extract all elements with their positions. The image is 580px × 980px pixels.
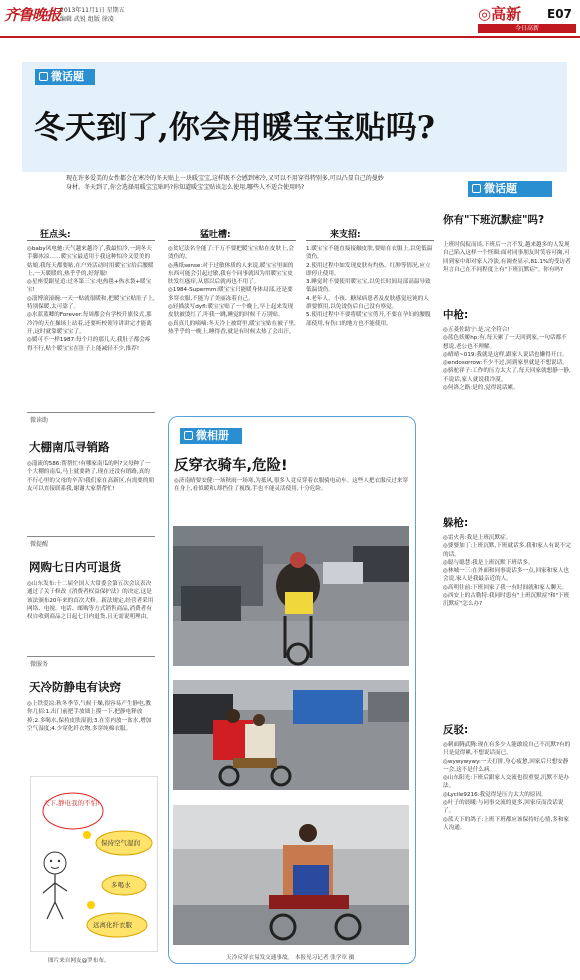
topic-tag: [35, 69, 95, 85]
side-tag: [468, 181, 552, 197]
photo-title: 反穿衣骑车,危险!: [174, 458, 288, 474]
fanbo-text: ◎刺面腾武腾:现在有多少人能敢说自己不沉默?有的只是觉得累,不想说话而已。 ◎wywywywy:一天打拼,身心疲惫,回家后只想安静一会,这不是什么病。 ◎山东阳光:下班后跟家人交流也很重要,沉默不是办法。 ◎Lycile9216:我觉得是压力太大的原因。 ◎叶子的晨曦:与同事交流的更多,回家反而没话说了。 ◎蓝天下的鸽子:上班下班都应该保持好心情,多和家人沟通。: [443, 742, 571, 831]
cartoon-bubble-3: 多喝水: [111, 881, 131, 889]
col1-head: 狂点头:: [40, 230, 71, 240]
news3-title: 天冷防静电有诀窍: [29, 680, 121, 694]
cartoon-image: [30, 776, 158, 952]
col1-text: ◎baby风电驰:天气越来越冷了,我最怕冷,一到冬天手脚冰凉……暖宝宝最适用于我这种怕冷又爱美的姑娘,我每天都要贴,在户外活动时用暖宝宝给后腰暖上,一天暖暖的,热乎乎的,好舒服! ◎星座爱跟星追:过冬第三宝:电热毯+热水袋+暖宝宝! ◎淄博滚滚碗:一天一贴就很暖和,把暖宝宝贴肚子上,特别保暖,太可靠了。 ◎水蓝蓝卿的Forever:每周都会有学校升旗仪式,那冷冷的天在操场上站着,还要听校领导讲讲完才能离开,这时就靠暖宝宝了。 ◎媛可不一样1987:每个月的那几天,我肚子都会疼得不行,贴个暖宝宝在肚子上能减轻不少,推荐!: [27, 246, 155, 352]
duoqiang-text: ◎雷火善:我是上班沉默症。 ◎婆婆加丁:上班沉默,下班就话多,我和家人有说不完的话。 ◎聪与聪慧:我是上班沉默下班话多。 ◎林城一三:在外面和同事说话多一点,回家和家人也会说,家人是我最亲近的人。 ◎高明往前:下班回家了我一有时间就和家人聊天。 ◎西安上的古勒特:我同时患有"上班沉默症"和"下班沉默症"怎么办?: [443, 535, 571, 608]
headline: 冬天到了,你会用暖宝宝贴吗?: [34, 110, 435, 146]
col2-rule: [168, 240, 296, 241]
side-intro: 上班时侃侃而谈,下班后一言不发,越来越多的人发现自己陷入这样一个怪圈:面对同事朋友时笑容可掬,可回到家中却对家人冷淡,有调查显示,81.1%的受访者坦言自己在不同程度上有"下班沉默症"。你有吗?: [443, 242, 571, 273]
chat-icon: [39, 72, 48, 81]
news2-title: 网购七日内可退货: [29, 560, 121, 574]
issue-date: 2013年11月1日 星期五: [60, 7, 125, 14]
news2-label: 微提醒: [30, 541, 49, 548]
news2-rule: [27, 536, 155, 537]
header-rule: [0, 36, 580, 38]
intro-text: 现在许多爱美的女性都会在寒冷的冬天贴上一块暖宝宝,这样既不会感到寒冷,又可以不用穿得特别多,可以凸显自己的曼妙身材。冬天到了,你会选择用暖宝宝贴吗?你知道暖宝宝贴该怎么使用,哪些人不适合使用吗?: [66, 175, 384, 191]
newspaper-logo: 齐鲁晚报: [4, 6, 61, 24]
news2-text: ◎山东发布:十二届全国人大常委会第五次会议表决通过了关于修改《消费者权益保护法》的决定,这是该法颁布20年来的首次大修。新法规定,经营者采用网络、电视、电话、邮购等方式销售商品,消费者有权自收到商品之日起七日内退货,且无需说明理由。: [27, 581, 154, 621]
col3-text: 1.暖宝宝不能直接接触皮肤,要贴在衣服上,以免低温烫伤。 2.使用过程中如发现皮肤有灼热、红肿等情况,应立即停止使用。 3.睡觉时不要使用暖宝宝,以免长时间局部高温导致低温烫伤。 4.老年人、小孩、糖尿病患者及皮肤感觉迟钝的人群要慎用,以免烫伤后自己没有察觉。 5.使用过程中不要将暖宝宝剪开,不要在孕妇的腰腹部使用,有伤口的地方也不能使用。: [306, 246, 433, 327]
cartoon-bubble-4: 远离化纤衣服: [93, 921, 132, 929]
editor-line: 编辑 武锐 组版 徐凌: [60, 16, 114, 23]
section-bar: 今日高新: [478, 24, 576, 33]
section-name: ◎高新: [478, 5, 522, 23]
duoqiang-head: 躲枪:: [443, 517, 469, 529]
side-title: 你有"下班沉默症"吗?: [443, 214, 545, 226]
camera-icon: [184, 431, 193, 440]
news1-title: 大棚南瓜寻销路: [29, 440, 110, 454]
side-tag-label: 微话题: [484, 182, 517, 195]
col2-head: 猛吐槽:: [200, 230, 231, 240]
topic-tag-label: 微话题: [51, 70, 84, 83]
photo-1: [173, 526, 409, 666]
photo-caption: 天冷反穿衣易发交通事故。 本报见习记者 张学章 摄: [226, 955, 355, 961]
photo-tag: [180, 428, 242, 444]
photo-tag-label: 微相册: [196, 429, 229, 442]
cartoon-caption: 图片来自网友@罗布布。: [48, 958, 110, 964]
news1-text: ◎淄流的586:帮帮忙!有哪家南瓜的吗?父母种了一个大棚的南瓜,马上就要熟了,现在还没有销路,真的不行心里的父母的辛苦!我们家在高新区,有需要的朋友可以直接联系我,谢谢大家帮帮忙!: [27, 461, 155, 492]
photo-3: [173, 805, 409, 945]
col3-head: 来支招:: [330, 230, 361, 240]
chat-icon: [472, 184, 481, 193]
col3-rule: [306, 240, 434, 241]
news1-rule: [27, 412, 155, 413]
news3-rule: [27, 656, 155, 657]
photo-intro: ◎济南晴要安健:一场秋雨一场寒,为抵风,很多人竟反穿着衣服骑电动车。这些人把衣服反过来穿在身上,看似暖和,却挡住了视线,手也不能灵活使用,十分危险。: [174, 478, 409, 493]
zhongqiang-text: ◎五菱佐助宁:是,完全符合! ◎蓝色妖姬hp:有,每天累了一天回到家,一句话都不想说,老公也不理解。 ◎晴晴~019:我就是这样,跟家人说话也懒得开口。 ◎endosorrow:不少不过,回到家里就是不想说话。 ◎骆驼祥子:工作的压力太大了,每天回家就想静一静,不说话,家人就说我冷漠。 ◎何洛之路:是的,觉得说话累。: [443, 327, 571, 392]
fanbo-head: 反驳:: [443, 724, 469, 736]
page-number: E07: [547, 7, 572, 21]
cartoon-bubble-1: 天下,静电我的不怕!: [43, 799, 100, 807]
col2-text: ◎贫尼法名全能了:千万不要把暖宝宝贴在皮肤上,会烫伤的。 ◎燕纸sense:对于过敏体质的人来说,暖宝宝里面的东西可能会引起过敏,我有个同事就因为用暖宝宝皮肤发红瘙痒,从那以后就再也不用了。 ◎1984-Supermm:暖宝宝只能暖身体局部,还是要多穿衣服,不能为了美丽冻着自己。 ◎轻描淡写dyfl:暖宝宝贴了一个晚上,早上起来发现皮肤被烫红了,吓我一跳,睡觉的时候千万别贴。 ◎真真儿的嘀嘀:冬天冷上被窝里,暖宝宝贴在被子里,热乎乎的一晚上,睡得香,就是有时候太热了会出汗。: [168, 246, 296, 335]
photo-2: [173, 680, 409, 790]
news3-label: 微服务: [30, 661, 49, 668]
cartoon-bubble-2: 保持空气湿润: [101, 839, 140, 847]
zhongqiang-head: 中枪:: [443, 309, 469, 321]
news1-label: 微读助: [30, 417, 49, 424]
news3-text: ◎上铁爱凉:秋冬季节,气候干燥,很容易产生静电,教你几招:1.出门前把手放墙上摸一下,把静电释放掉;2.多喝水,保持皮肤湿润;3.在室内放一盆水,增加空气湿度;4.少穿化纤衣物,多穿纯棉衣服。: [27, 701, 152, 732]
